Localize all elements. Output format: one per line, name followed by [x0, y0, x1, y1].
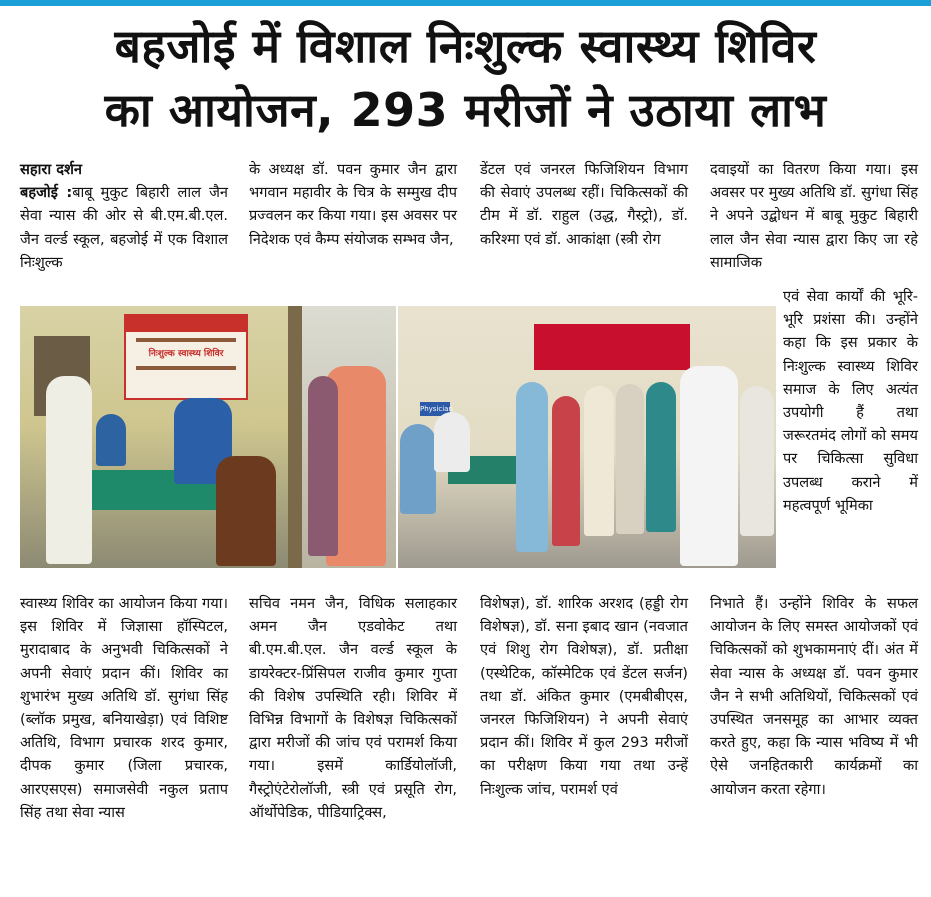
column-3-top-text: डेंटल एवं जनरल फिजिशियन विभाग की सेवाएं उपलब्ध रहीं। चिकित्सकों की टीम में डॉ. राहुल (उद्ध, गैस्ट्रो), डॉ. करिश्मा एवं डॉ. आकांक्षा (स्त्री रोग: [480, 161, 688, 248]
article-column-1-bottom: [20, 592, 228, 824]
headline-line-2: का आयोजन, 293 मरीजों ने उठाया लाभ: [104, 83, 827, 137]
article-column-3-bottom: [480, 592, 688, 801]
article-column-4-side: [783, 285, 918, 517]
queue-person-5: [646, 382, 676, 532]
column-4-bottom-text: निभाते हैं। उन्होंने शिविर के सफल आयोजन के लिए समस्त आयोजकों एवं चिकित्सकों को शुभकामनाएं दीं। अंत में सेवा न्यास के अध्यक्ष डॉ. पवन कुमार जैन ने सभी अतिथियों, चिकित्सकों एवं उपस्थित जनसमूह का आभार व्यक्त करते हुए, कहा कि न्यास भविष्य में भी ऐसे जनहितकारी कार्यक्रमों का आयोजन करता रहेगा।: [710, 595, 918, 798]
column-1-top-text: [20, 181, 228, 274]
physician-sign: Physician: [420, 402, 450, 416]
article-column-2-top: [249, 158, 457, 251]
queue-person-6: [740, 386, 774, 536]
camp-photo-left: [20, 306, 396, 568]
seated-man-figure: [400, 424, 436, 514]
column-4-top-text: दवाइयों का वितरण किया गया। इस अवसर पर मुख्य अतिथि डॉ. सुगंधा सिंह ने अपने उद्बोधन में बाबू मुकुट बिहारी लाल जैन सेवा न्यास द्वारा किए जा रहे सामाजिक: [710, 161, 918, 271]
queue-person-2: [552, 396, 580, 546]
man-white-shirt-figure: [680, 366, 738, 566]
woman-figure: [216, 456, 276, 566]
article-column-2-bottom: [249, 592, 457, 824]
column-4-side-text: एवं सेवा कार्यों की भूरि-भूरि प्रशंसा की। उन्होंने कहा कि इस प्रकार के निःशुल्क स्वास्थ्य शिविर समाज के लिए अत्यंत उपयोगी हैं तथा जरूरतमंद लोगों को समय पर चिकित्सा सुविधा उपलब्ध कराने में महत्वपूर्ण भूमिका: [783, 288, 918, 514]
article-column-4-top: [710, 158, 918, 274]
column-3-bottom-text: विशेषज्ञ), डॉ. शारिक अरशद (हड्डी रोग विशेषज्ञ), डॉ. सना इबाद खान (नवजात एवं शिशु रोग विशेषज्ञ), डॉ. प्रतीक्षा (एस्थेटिक, कॉस्मेटिक एवं डेंटल सर्जन) तथा डॉ. अंकित कुमार (एमबीबीएस, जनरल फिजिशियन) ने अपनी सेवाएं प्रदान कीं। शिविर में कुल 293 मरीजों का परीक्षण किया गया तथा उन्हें निःशुल्क जांच, परामर्श एवं: [480, 595, 688, 798]
article-column-4-bottom: [710, 592, 918, 801]
article-column-1-top: [20, 158, 228, 274]
dateline: बहजोई :: [20, 184, 73, 202]
door-frame: [288, 306, 302, 568]
person-figure: [308, 376, 338, 556]
headline-line-1: बहजोई में विशाल निःशुल्क स्वास्थ्य शिविर: [114, 19, 817, 73]
column-1-bottom-text: स्वास्थ्य शिविर का आयोजन किया गया। इस शिविर में जिज्ञासा हॉस्पिटल, मुरादाबाद के अनुभवी चिकित्सकों ने अपनी सेवाएं प्रदान कीं। शिविर का शुभारंभ मुख्य अतिथि डॉ. सुगंधा सिंह (ब्लॉक प्रमुख, बनियाखेड़ा) एवं विशिष्ट अतिथि, विभाग प्रचारक शरद कुमार, दीपक कुमार (जिला प्रचारक, आरएसएस) समाजसेवी नकुल प्रताप सिंह तथा सेवा न्यास: [20, 595, 228, 821]
queue-person-3: [584, 386, 614, 536]
banner-text: निःशुल्क स्वास्थ्य शिविर: [148, 349, 224, 359]
column-2-top-text: के अध्यक्ष डॉ. पवन कुमार जैन द्वारा भगवान महावीर के चित्र के सम्मुख दीप प्रज्वलन कर किया गया। इस अवसर पर निदेशक एवं कैम्प संयोजक सम्भव जैन,: [249, 161, 457, 248]
article-column-3-top: [480, 158, 688, 251]
column-2-bottom-text: सचिव नमन जैन, विधिक सलाहकार अमन जैन एडवोकेट तथा बी.एम.बी.एल. जैन वर्ल्ड स्कूल के डायरेक्टर-प्रिंसिपल राजीव कुमार गुप्ता की विशेष उपस्थिति रही। शिविर में विभिन्न विभागों के विशेषज्ञ चिकित्सकों द्वारा मरीजों की जांच एवं परामर्श किया गया। इसमें कार्डियोलॉजी, गैस्ट्रोएंटेरोलॉजी, स्त्री एवं प्रसूति रोग, ऑर्थोपेडिक, पीडियाट्रिक्स,: [249, 595, 457, 821]
top-accent-line: [0, 0, 931, 6]
camp-banner: [124, 314, 248, 400]
column-1-top-body: बाबू मुकुट बिहारी लाल जैन सेवा न्यास की ओर से बी.एम.बी.एल. जैन वर्ल्ड स्कूल, बहजोई में एक विशाल निःशुल्क: [20, 184, 228, 271]
clerk-figure: [434, 412, 470, 472]
camp-photo-right: [398, 306, 776, 568]
doctor-figure-2: [96, 414, 126, 466]
queue-person-1: [516, 382, 548, 552]
red-banner: [534, 324, 690, 370]
queue-person-4: [616, 384, 644, 534]
byline: सहारा दर्शन: [20, 161, 82, 178]
headline: [0, 14, 931, 142]
patient-figure: [46, 376, 92, 564]
